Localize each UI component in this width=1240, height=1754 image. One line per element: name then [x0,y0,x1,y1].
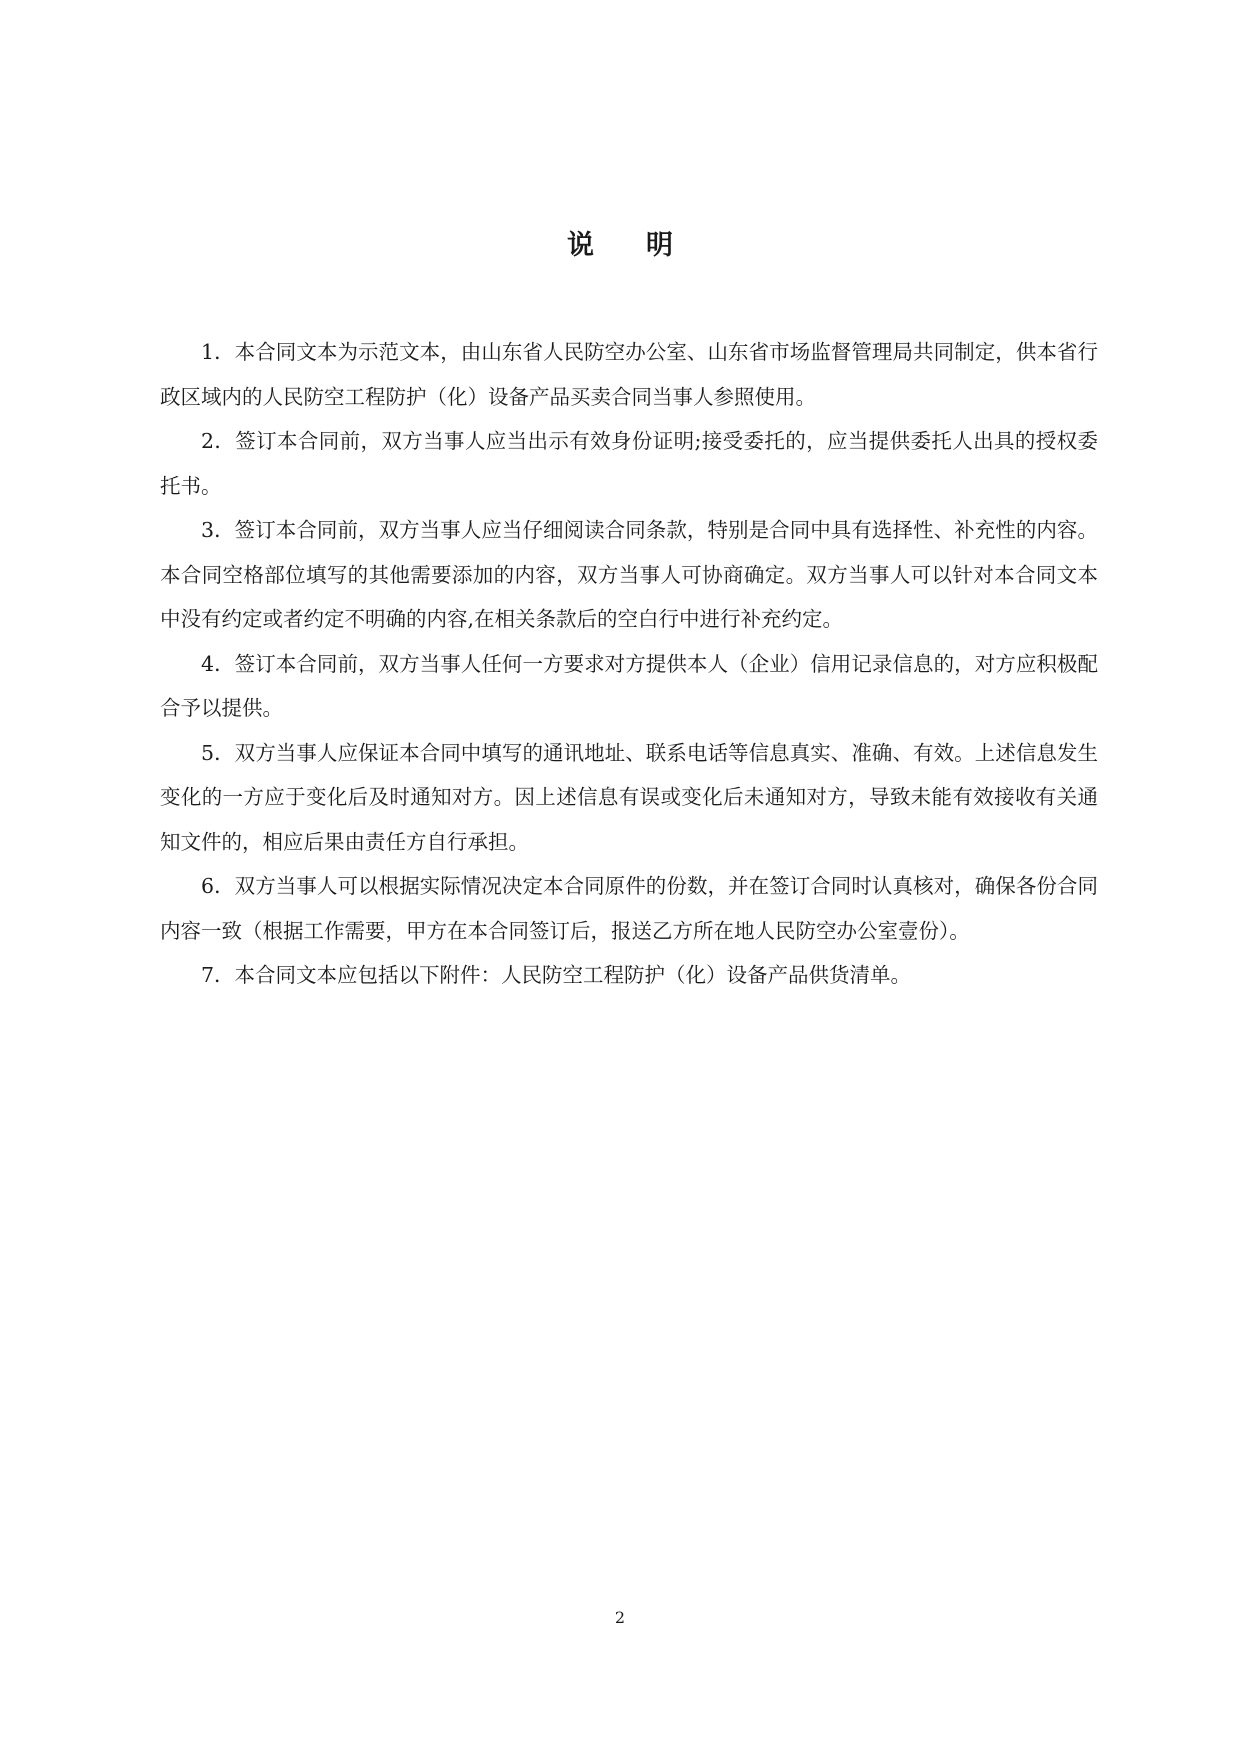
page-title [0,226,1240,266]
instruction-item-1: 1．本合同文本为示范文本，由山东省人民防空办公室、山东省市场监督管理局共同制定，供本省行政区域内的人民防空工程防护（化）设备产品买卖合同当事人参照使用。 [160,340,1098,409]
instructions-body [160,330,1098,998]
instruction-item-4: 4．签订本合同前，双方当事人任何一方要求对方提供本人（企业）信用记录信息的，对方应积极配合予以提供。 [160,651,1098,720]
title-char-1: 说 [567,230,594,261]
title-char-2: 明 [646,230,673,261]
instruction-item-5: 5．双方当事人应保证本合同中填写的通讯地址、联系电话等信息真实、准确、有效。上述信息发生变化的一方应于变化后及时通知对方。因上述信息有误或变化后未通知对方，导致未能有效接收有关通知文件的，相应后果由责任方自行承担。 [160,740,1098,854]
instruction-item-3: 3．签订本合同前，双方当事人应当仔细阅读合同条款，特别是合同中具有选择性、补充性的内容。本合同空格部位填写的其他需要添加的内容，双方当事人可协商确定。双方当事人可以针对本合同文本中没有约定或者约定不明确的内容,在相关条款后的空白行中进行补充约定。 [160,518,1098,631]
instruction-item-6: 6．双方当事人可以根据实际情况决定本合同原件的份数，并在签订合同时认真核对，确保各份合同内容一致（根据工作需要，甲方在本合同签订后，报送乙方所在地人民防空办公室壹份）。 [160,874,1098,943]
instruction-item-2: 2．签订本合同前，双方当事人应当出示有效身份证明;接受委托的，应当提供委托人出具的授权委托书。 [160,429,1098,498]
page-number: 2 [614,1608,626,1627]
instruction-item-7: 7．本合同文本应包括以下附件：人民防空工程防护（化）设备产品供货清单。 [201,963,912,987]
